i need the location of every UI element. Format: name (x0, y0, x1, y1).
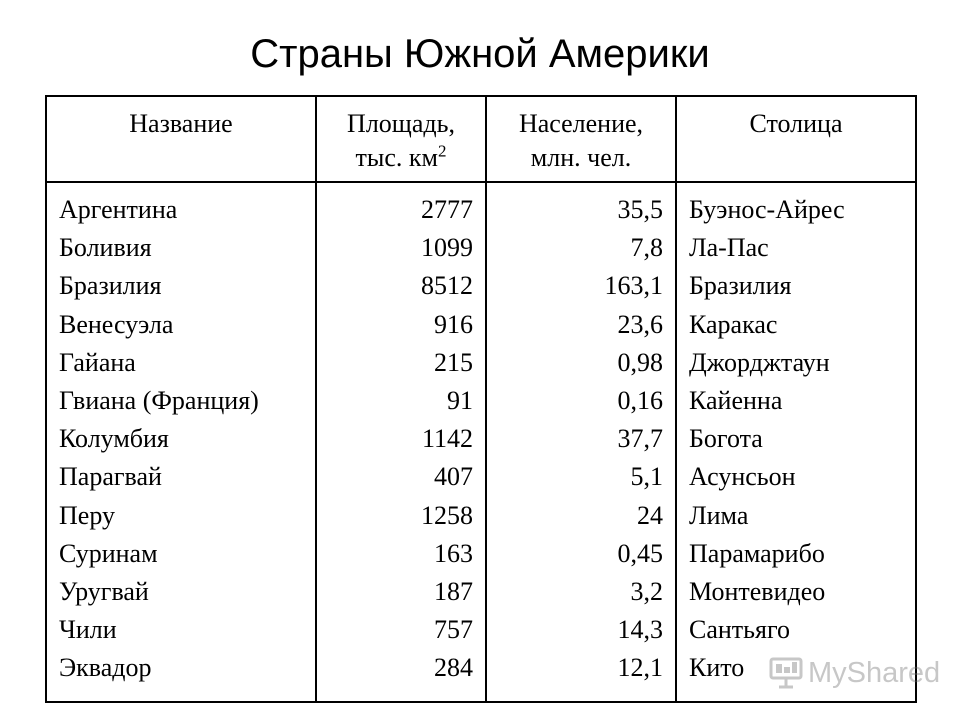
country-area: 1099 (421, 233, 473, 263)
header-name-label: Название (129, 109, 233, 138)
country-area: 163 (434, 538, 473, 568)
country-name: Эквадор (59, 653, 152, 683)
column-area-cell (316, 182, 486, 702)
country-capital: Джорджтаун (689, 347, 830, 377)
header-area-superscript: 2 (437, 141, 447, 161)
country-capital: Ла-Пас (689, 233, 769, 263)
country-population: 37,7 (617, 424, 663, 454)
header-name (46, 96, 316, 182)
country-area: 916 (434, 309, 473, 339)
country-population: 7,8 (630, 233, 663, 263)
country-capital: Кито (689, 653, 745, 683)
header-capital-label: Столица (749, 109, 843, 138)
country-area: 2777 (421, 195, 473, 224)
countries-table (45, 95, 917, 703)
country-capital: Богота (689, 424, 763, 454)
country-population: 24 (637, 500, 663, 530)
country-name: Венесуэла (59, 309, 174, 339)
country-name: Перу (59, 500, 115, 530)
table-header-row (46, 96, 916, 182)
country-name: Чили (59, 615, 117, 645)
country-population: 163,1 (604, 271, 663, 301)
country-population: 0,45 (617, 538, 663, 568)
country-capital: Парамарибо (689, 538, 825, 568)
country-capital: Каракас (689, 309, 778, 339)
country-name: Суринам (59, 538, 158, 568)
country-population: 3,2 (630, 576, 663, 606)
column-capital-cell (676, 182, 916, 702)
column-population-cell (486, 182, 676, 702)
country-capital: Лима (689, 500, 749, 530)
country-name: Гвиана (Франция) (59, 385, 259, 415)
country-name: Бразилия (59, 271, 162, 301)
country-capital: Бразилия (689, 271, 792, 301)
country-name: Уругвай (59, 576, 149, 606)
country-area: 1258 (421, 500, 473, 530)
country-area: 757 (434, 615, 473, 645)
country-capital: Буэнос-Айрес (689, 195, 845, 224)
header-population-line2: млн. чел. (530, 143, 632, 172)
country-name: Парагвай (59, 462, 162, 492)
country-area: 8512 (421, 271, 473, 301)
country-area: 187 (434, 576, 473, 606)
watermark-text: MyShared (808, 656, 941, 689)
country-population: 12,1 (617, 653, 663, 683)
header-population-line1: Население, (518, 109, 644, 138)
country-population: 5,1 (630, 462, 663, 492)
header-area-line2: тыс. км (355, 143, 438, 172)
country-capital: Сантьяго (689, 615, 790, 645)
country-area: 215 (434, 347, 473, 377)
country-population: 0,98 (617, 347, 663, 377)
table-body-row (46, 182, 916, 702)
header-area (316, 96, 486, 182)
country-area: 91 (447, 385, 473, 415)
country-area: 284 (434, 653, 473, 683)
country-name: Колумбия (59, 424, 169, 454)
country-name: Боливия (59, 233, 152, 263)
header-population (486, 96, 676, 182)
country-capital: Монтевидео (689, 576, 826, 606)
header-capital (676, 96, 916, 182)
country-name: Гайана (59, 347, 136, 377)
country-capital: Асунсьон (689, 462, 796, 492)
country-capital: Кайенна (689, 385, 783, 415)
country-population: 14,3 (617, 615, 663, 645)
country-population: 35,5 (617, 195, 663, 224)
page-title: Страны Южной Америки (250, 32, 710, 76)
country-population: 23,6 (617, 309, 663, 339)
country-name: Аргентина (59, 195, 178, 224)
country-area: 407 (434, 462, 473, 492)
country-population: 0,16 (617, 385, 663, 415)
header-area-line1: Площадь, (347, 109, 455, 138)
country-area: 1142 (421, 424, 473, 454)
column-name-cell (46, 182, 316, 702)
